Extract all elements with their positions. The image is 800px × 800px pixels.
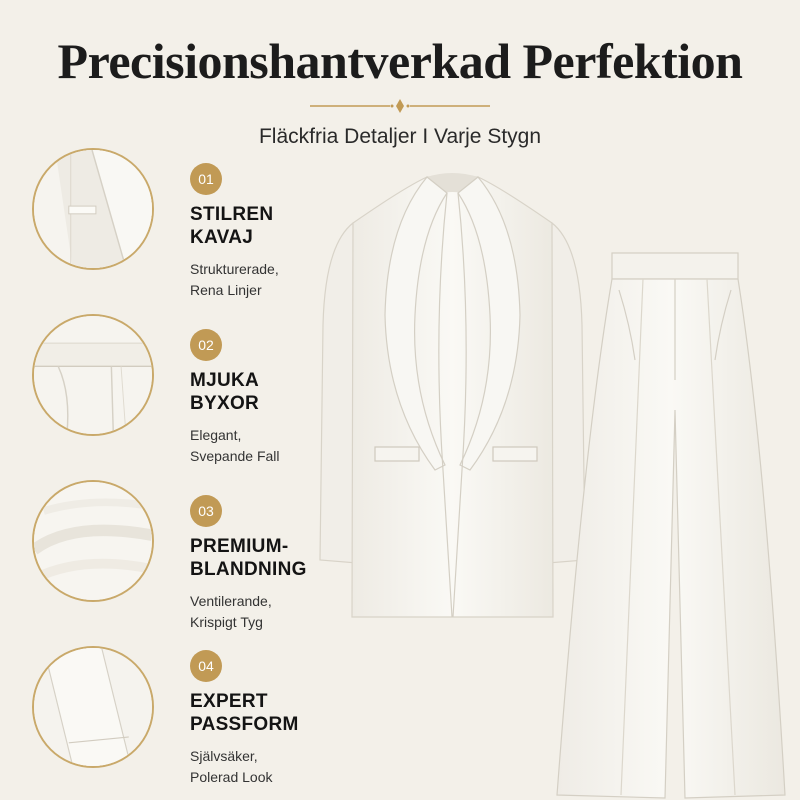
header <box>0 0 800 160</box>
feature-description: Ventilerande, Krispigt Tyg <box>190 593 272 630</box>
feature-title: EXPERT PASSFORM <box>190 691 299 735</box>
cuff-detail-image <box>32 646 154 768</box>
feature-title: MJUKA BYXOR <box>190 370 260 414</box>
page-title: Precisionshantverkad Perfektion <box>57 33 743 89</box>
feature-description: Självsäker, Polerad Look <box>190 748 273 785</box>
ornament-divider <box>310 98 490 114</box>
page-subtitle: Fläckfria Detaljer I Varje Stygn <box>258 125 542 148</box>
feature-number-badge: 02 <box>190 329 222 361</box>
waistband-detail-image <box>32 314 154 436</box>
feature-number-badge: 01 <box>190 163 222 195</box>
feature-title: STILREN KAVAJ <box>190 204 274 248</box>
feature-description: Elegant, Svepande Fall <box>190 427 280 464</box>
feature-04 <box>190 650 340 788</box>
feature-number-badge: 03 <box>190 495 222 527</box>
feature-title: PREMIUM- BLANDNING <box>190 536 307 580</box>
fabric-detail-image <box>32 480 154 602</box>
feature-number-badge: 04 <box>190 650 222 682</box>
collar-detail-image <box>32 148 154 270</box>
trousers-image <box>545 250 795 800</box>
feature-description: Strukturerade, Rena Linjer <box>190 261 279 298</box>
